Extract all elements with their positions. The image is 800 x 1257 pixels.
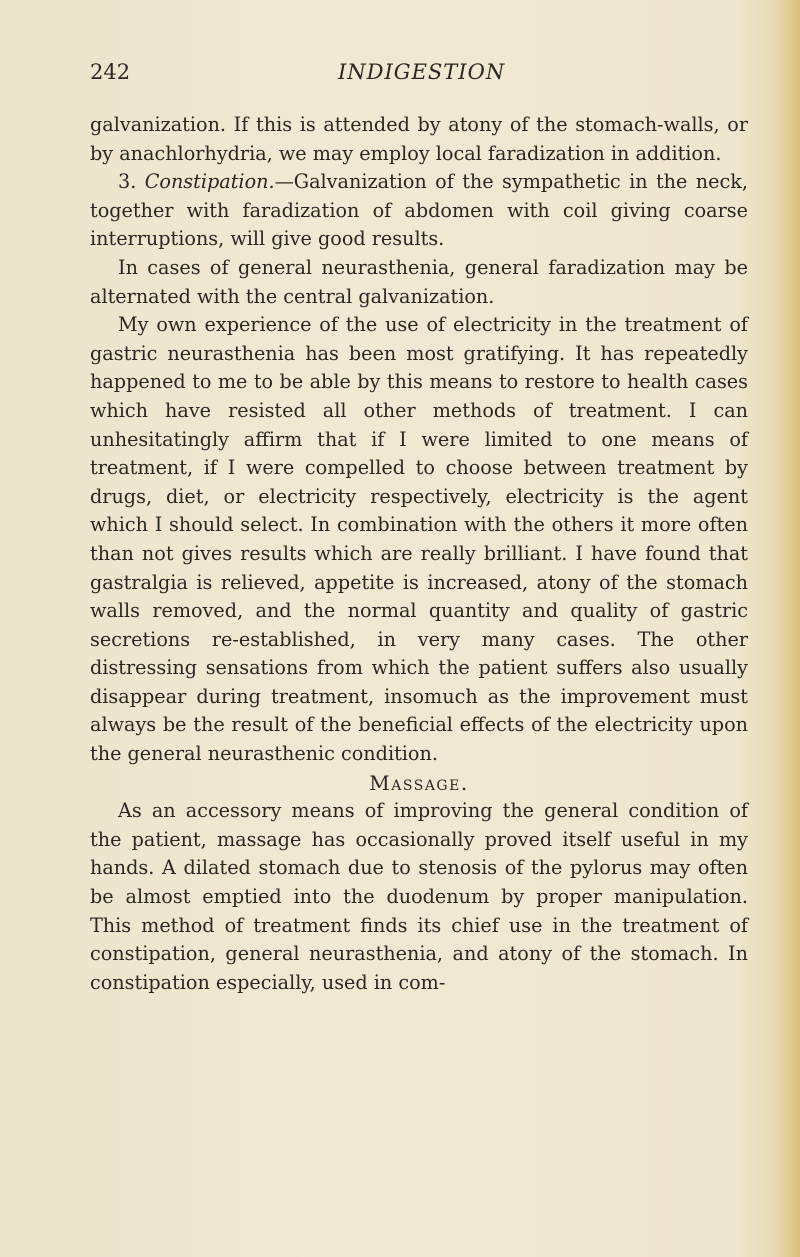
paragraph-4: My own experience of the use of electricity in the treatment of gastric neurasthenia has been most gratifying. It has repeatedly happened to me to be able by this means to restore to health cases which have resisted all other methods of treatment. I can unhesitatingly affirm that if I were limited to one means of treatment, if I were compelled to choose between treatment by drugs, diet, or electricity respectively, electricity is the agent which I should select. In combination with the others it more often than not gives results which are really brilliant. I have found that gastralgia is relieved, appetite is increased, atony of the stomach walls removed, and the normal quantity and quality of gastric secretions re-established, in very many cases. The other distressing sensations from which the patient suffers also usually disappear during treatment, insomuch as the improvement must always be the result of the beneficial effects of the electricity upon the general neurasthenic condition. <box>90 313 748 766</box>
page-header <box>90 60 745 90</box>
paragraph-1: galvanization. If this is attended by atony of the stomach-walls, or by anachlorhydria, we may employ local faradization in addition. <box>90 113 748 165</box>
running-head: INDIGESTION <box>338 60 506 84</box>
paragraph-3: In cases of general neurasthenia, general faradization may be alternated with the central galvanization. <box>90 255 748 308</box>
constipation-term: Constipation. <box>144 170 275 194</box>
page-number: 242 <box>90 60 131 84</box>
list-number: 3. <box>118 170 137 194</box>
paragraph-2-text: —Galvanization of the sympathetic in the neck, together with faradization of abdomen with coil giving coarse interruptions, will give good results. <box>90 170 748 251</box>
paragraph-5: As an accessory means of improving the general condition of the patient, massage has occasionally proved itself useful in my hands. A dilated stomach due to stenosis of the pylorus may often be almost emptied into the duodenum by proper manipulation. This method of treatment finds its chief use in the treatment of constipation, general neurasthenia, and atony of the stomach. In constipation especially, used in com- <box>90 799 748 994</box>
paragraph-2 <box>90 168 748 254</box>
section-heading-massage: Massage. <box>369 770 469 795</box>
body-text <box>90 111 748 997</box>
